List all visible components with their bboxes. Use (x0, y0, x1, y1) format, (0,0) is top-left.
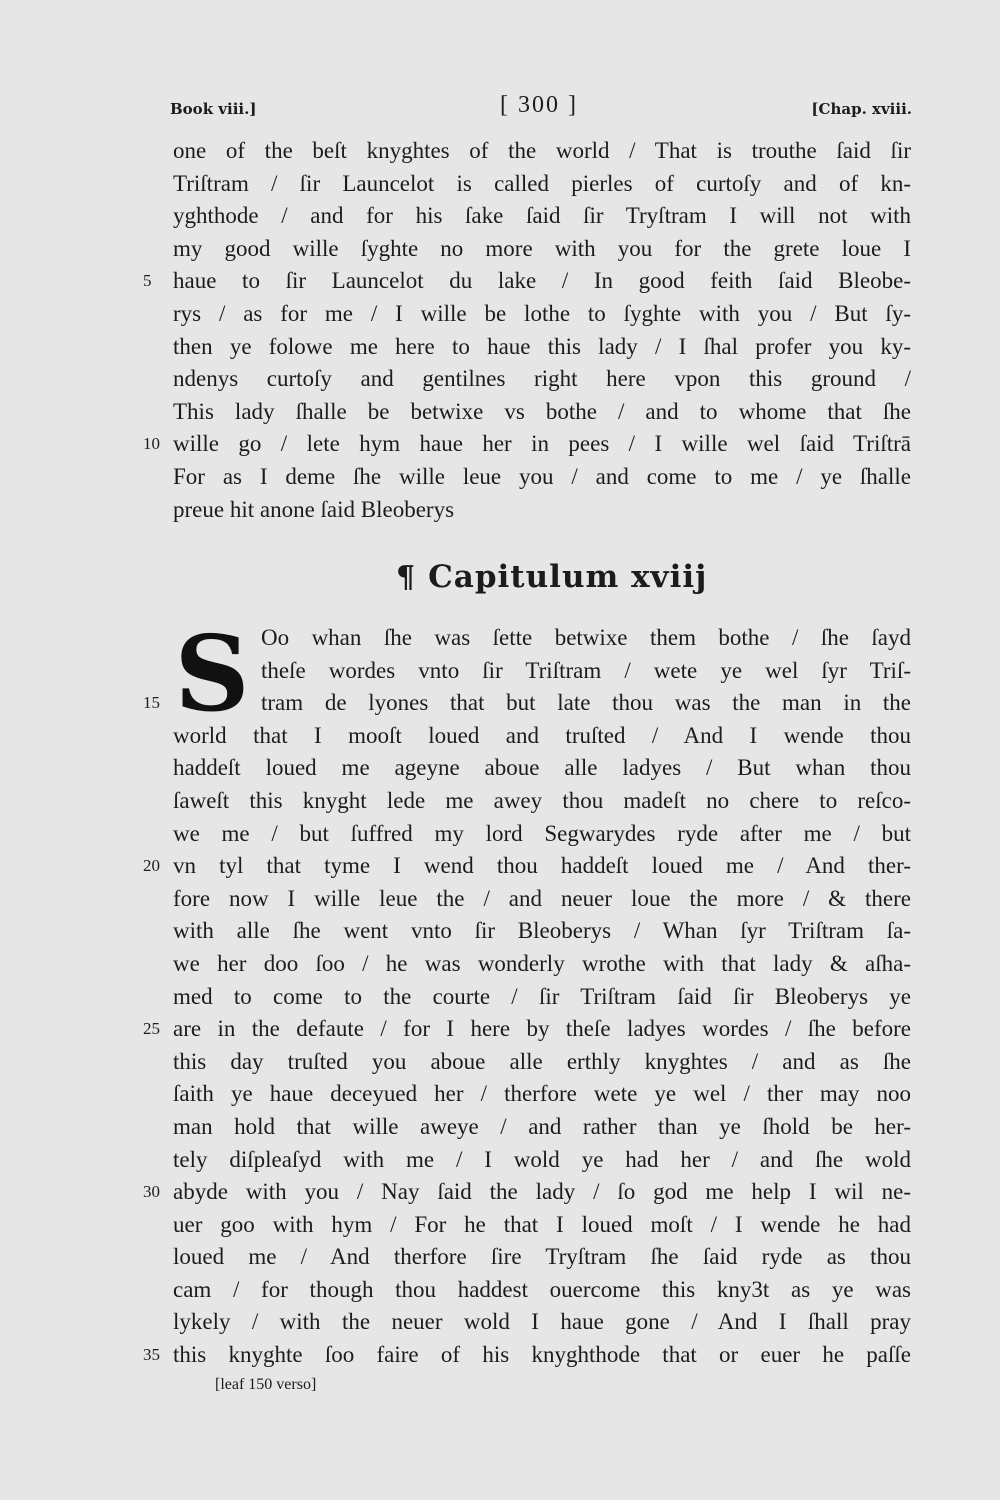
line-text: Triſtram / ſir Launcelot is called pierles of curtoſy and of kn- (173, 170, 911, 196)
line-text: tely diſpleaſyd with me / I wold ye had her / and ſhe wold (173, 1146, 911, 1172)
text-line (173, 1046, 911, 1079)
line-text: yghthode / and for his ſake ſaid ſir Tryſtram I will not with (173, 203, 911, 229)
line-text: ndenys curtoſy and gentilnes right here vpon this ground / (173, 366, 911, 392)
text-line (173, 1274, 911, 1307)
text-line (173, 948, 911, 981)
line-text: tram de lyones that but late thou was the man in the (261, 690, 911, 716)
text-block-chapter-end (143, 135, 911, 526)
line-text: uer goo with hym / For he that I loued moſt / I wende he had (173, 1211, 911, 1237)
line-text: Oo whan ſhe was ſette betwixe them bothe / ſhe ſayd (261, 625, 911, 650)
text-line (143, 850, 911, 883)
line-number: 20 (143, 856, 160, 876)
line-text: man hold that wille aweye / and rather than ye ſhold be her- (173, 1113, 911, 1139)
line-text: ſaith ye haue deceyued her / therfore wete ye wel / ther may noo (173, 1081, 911, 1107)
line-text: cam / for though thou haddest ouercome this kny3t as ye was (173, 1276, 911, 1302)
line-text: rys / as for me / I wille be lothe to ſyghte with you / But ſy- (173, 300, 911, 326)
line-text: we her doo ſoo / he was wonderly wrothe with that lady & aſha- (173, 950, 911, 976)
line-text: we me / but ſuffred my lord Segwarydes ryde after me / but (173, 820, 911, 846)
text-line (173, 720, 911, 753)
line-text: preue hit anone ſaid Bleoberys (173, 496, 455, 522)
text-line (173, 363, 911, 396)
line-number: 30 (143, 1182, 160, 1202)
text-line (173, 915, 911, 948)
line-number: 10 (143, 434, 160, 454)
leaf-footnote: [leaf 150 verso] (215, 1376, 317, 1393)
text-line (173, 396, 911, 429)
chapter-heading (396, 552, 716, 602)
text-line (173, 981, 911, 1014)
drop-cap-initial: S (174, 612, 250, 735)
text-line (173, 461, 911, 494)
line-text: this day truſted you aboue alle erthly knyghtes / and as ſhe (173, 1048, 911, 1074)
text-line (173, 785, 911, 818)
line-text: abyde with you / Nay ſaid the lady / ſo god me help I wil ne- (173, 1179, 911, 1205)
line-number: 25 (143, 1019, 160, 1039)
line-number: 35 (143, 1345, 160, 1365)
text-line (143, 428, 911, 461)
text-line (173, 1111, 911, 1144)
line-number: 15 (143, 693, 160, 713)
line-text: theſe wordes vnto ſir Triſtram / wete ye wel ſyr Triſ- (261, 657, 911, 683)
running-head (170, 92, 912, 122)
line-text: haue to ſir Launcelot du lake / In good feith ſaid Bleobe- (173, 268, 911, 294)
text-line (143, 265, 911, 298)
text-line (173, 135, 911, 168)
line-text: world that I mooſt loued and truſted / And I wende thou (173, 722, 911, 748)
text-line (143, 1013, 911, 1046)
line-number: 5 (143, 271, 152, 291)
text-line (173, 883, 911, 916)
text-line (173, 233, 911, 266)
line-text: fore now I wille leue the / and neuer loue the more / & there (173, 885, 911, 911)
text-line (143, 687, 911, 720)
text-line (261, 622, 911, 655)
text-line (143, 1176, 911, 1209)
line-text: This lady ſhalle be betwixe vs bothe / and to whome that ſhe (173, 398, 911, 424)
text-line (173, 1144, 911, 1177)
text-line (173, 298, 911, 331)
text-line (173, 494, 911, 527)
text-line (173, 1209, 911, 1242)
text-line (173, 168, 911, 201)
line-text: haddeſt loued me ageyne aboue alle ladyes / But whan thou (173, 755, 911, 781)
line-text: lykely / with the neuer wold I haue gone / And I ſhall pray (173, 1309, 911, 1335)
text-line (173, 200, 911, 233)
line-text: wille go / lete hym haue her in pees / I wille wel ſaid Triſtrā (173, 431, 911, 457)
page-number: [ 300 ] (500, 92, 578, 118)
pilcrow-mark: ¶ (396, 560, 417, 595)
text-line (173, 331, 911, 364)
line-text: are in the defaute / for I here by theſe ladyes wordes / ſhe before (173, 1016, 911, 1042)
line-text: with alle ſhe went vnto ſir Bleoberys / Whan ſyr Triſtram ſa- (173, 918, 911, 944)
line-text: vn tyl that tyme I wend thou haddeſt loued me / And ther- (173, 853, 911, 879)
running-head-book: Book viii.] (170, 100, 257, 118)
running-head-chapter: [Chap. xviii. (811, 100, 912, 118)
line-text: this knyghte ſoo faire of his knyghthode that or euer he paſſe (173, 1342, 911, 1368)
text-line (173, 1241, 911, 1274)
chapter-title: Capitulum xviij (428, 559, 708, 595)
text-block-chapter-body (143, 612, 911, 1372)
line-text: ſaweſt this knyght lede me awey thou madeſt no chere to reſco- (173, 787, 911, 813)
line-text: one of the beſt knyghtes of the world / That is trouthe ſaid ſir (173, 138, 911, 163)
text-line (173, 1078, 911, 1111)
text-line (173, 1306, 911, 1339)
text-line (173, 818, 911, 851)
text-line (261, 655, 911, 688)
line-text: my good wille ſyghte no more with you for the grete loue I (173, 235, 911, 261)
line-text: For as I deme ſhe wille leue you / and come to me / ye ſhalle (173, 463, 911, 489)
text-line (173, 752, 911, 785)
text-line (143, 1339, 911, 1372)
line-text: loued me / And therfore ſire Tryſtram ſhe ſaid ryde as thou (173, 1244, 911, 1270)
line-text: med to come to the courte / ſir Triſtram ſaid ſir Bleoberys ye (173, 983, 911, 1009)
line-text: then ye folowe me here to haue this lady / I ſhal profer you ky- (173, 333, 911, 359)
